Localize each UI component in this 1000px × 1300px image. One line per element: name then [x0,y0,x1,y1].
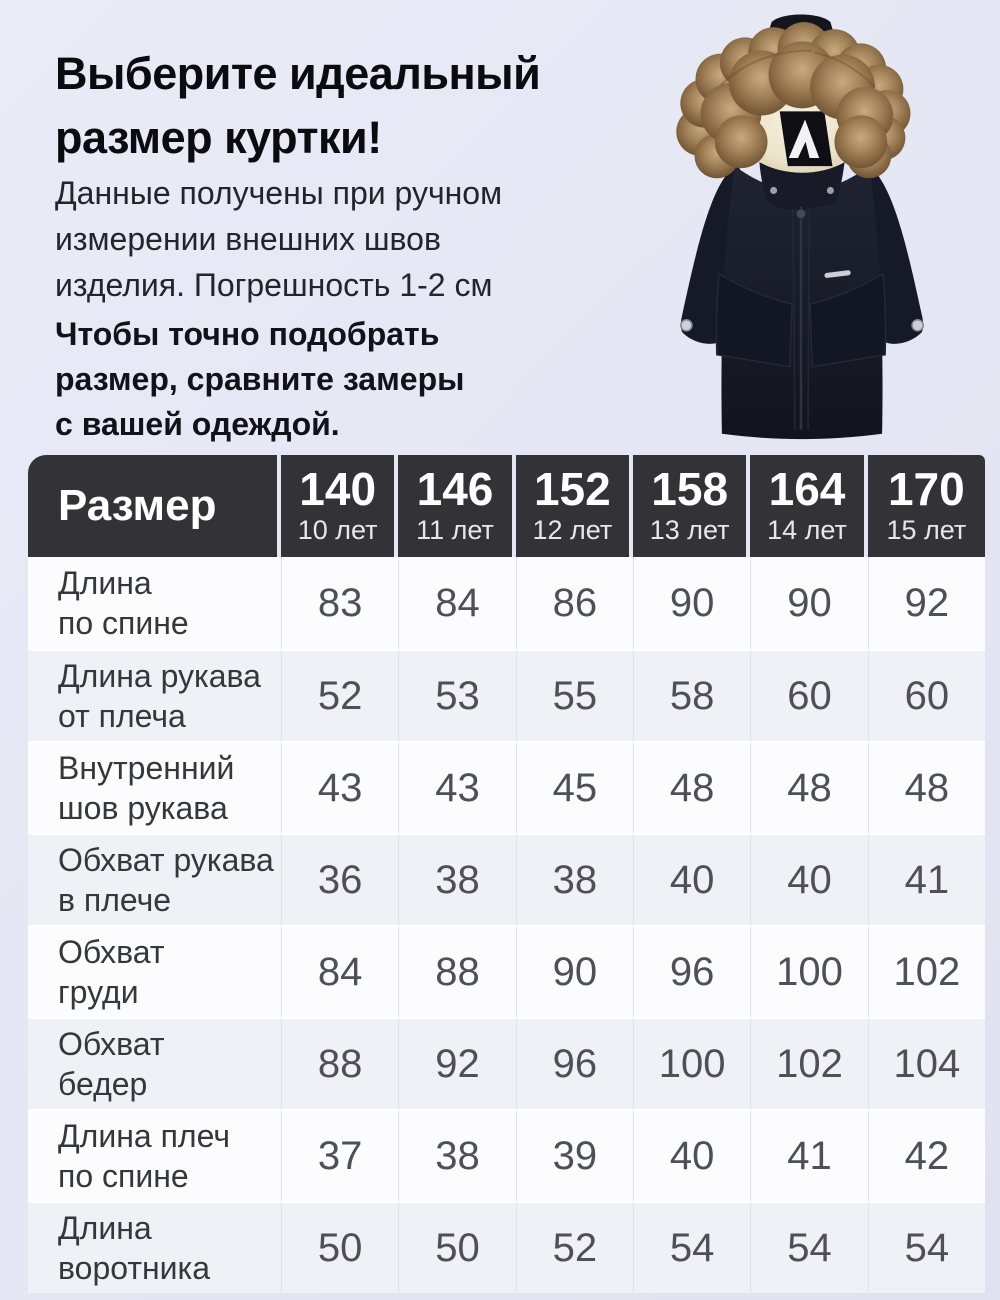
size-column-header-164 [750,455,867,557]
table-row [28,1109,985,1201]
size-value-cell: 54 [750,1203,867,1293]
size-column-header-152 [516,455,633,557]
size-value-cell: 39 [516,1111,633,1201]
size-number: 170 [887,463,965,516]
size-age: 11 лет [416,514,494,545]
measurement-note [55,170,502,308]
size-value-cell: 102 [750,1019,867,1109]
size-row-label [28,1019,281,1109]
size-row-label-line: Обхват [58,934,165,970]
size-value-cell: 45 [516,743,633,833]
size-value-cell: 38 [398,835,515,925]
size-value-cell: 84 [281,927,398,1017]
size-header-text: Размер [58,481,217,530]
advice-note [55,312,464,447]
size-value-cell: 88 [281,1019,398,1109]
size-row-label-line: воротника [58,1250,211,1286]
size-value-cell: 50 [398,1203,515,1293]
size-row-label-line: груди [58,974,139,1010]
size-row-label-line: Длина [58,1210,152,1246]
size-value-cell: 92 [868,557,985,649]
size-header-label [28,455,281,557]
collar-snap [770,187,777,194]
size-value-cell: 48 [868,743,985,833]
advice-note-line: с вашей одеждой. [55,406,340,442]
size-row-label [28,835,281,925]
size-value-cell: 42 [868,1111,985,1201]
size-value-cell: 52 [516,1203,633,1293]
size-value-cell: 104 [868,1019,985,1109]
size-row-label-line: Обхват [58,1026,165,1062]
size-value-cell: 38 [516,835,633,925]
size-value-cell: 102 [868,927,985,1017]
size-column-header-158 [633,455,750,557]
size-value-cell: 38 [398,1111,515,1201]
size-value-cell: 53 [398,651,515,741]
size-number: 140 [299,463,377,516]
size-value-cell: 84 [398,557,515,649]
table-row [28,1017,985,1109]
size-age: 10 лет [297,514,378,545]
cuff-snap-left [681,320,692,331]
measurement-note-line: Данные получены при ручном [55,175,503,211]
size-row-label [28,651,281,741]
parka-illustration [616,12,988,448]
size-value-cell: 43 [398,743,515,833]
size-age: 15 лет [886,514,967,545]
size-row-label-line: Обхват рукава [58,842,274,878]
size-value-cell: 36 [281,835,398,925]
table-row [28,557,985,649]
size-value-cell: 88 [398,927,515,1017]
advice-note-line: Чтобы точно подобрать [55,316,440,352]
table-row [28,925,985,1017]
size-age: 13 лет [649,514,730,545]
collar-snap [827,187,834,194]
size-column-header-146 [398,455,515,557]
size-value-cell: 60 [868,651,985,741]
size-value-cell: 83 [281,557,398,649]
size-value-cell: 96 [633,927,750,1017]
page-title-line: размер куртки! [55,112,382,163]
size-value-cell: 58 [633,651,750,741]
size-row-label-line: Длина [58,565,152,601]
size-row-label-line: от плеча [58,698,186,734]
size-row-label [28,1111,281,1201]
size-row-label-line: в плече [58,882,172,918]
size-value-cell: 54 [633,1203,750,1293]
size-value-cell: 92 [398,1019,515,1109]
page-title-line: Выберите идеальный [55,48,541,99]
size-value-cell: 90 [633,557,750,649]
size-number: 146 [416,463,494,516]
size-value-cell: 55 [516,651,633,741]
size-row-label-line: Длина рукава [58,658,261,694]
jacket-image [616,12,988,448]
size-number: 158 [651,463,729,516]
cuff-snap-right [912,320,923,331]
size-value-cell: 54 [868,1203,985,1293]
size-number: 164 [768,463,846,516]
size-value-cell: 100 [633,1019,750,1109]
table-row [28,1201,985,1293]
table-row [28,833,985,925]
size-value-cell: 41 [750,1111,867,1201]
size-row-label-line: по спине [58,605,189,641]
size-value-cell: 48 [750,743,867,833]
size-value-cell: 48 [633,743,750,833]
table-row [28,649,985,741]
size-age: 12 лет [532,514,613,545]
size-row-label [28,557,281,649]
size-value-cell: 41 [868,835,985,925]
size-value-cell: 37 [281,1111,398,1201]
size-row-label-line: бедер [58,1066,148,1102]
size-value-cell: 60 [750,651,867,741]
size-number: 152 [533,463,611,516]
size-value-cell: 40 [633,1111,750,1201]
size-age: 14 лет [767,514,847,545]
size-value-cell: 96 [516,1019,633,1109]
size-value-cell: 86 [516,557,633,649]
size-value-cell: 90 [516,927,633,1017]
measurement-note-line: измерении внешних швов [55,221,441,257]
size-column-header-140 [281,455,398,557]
size-table [28,455,985,1293]
table-row [28,741,985,833]
size-value-cell: 43 [281,743,398,833]
measurement-note-line: изделия. Погрешность 1-2 см [55,267,493,303]
size-value-cell: 40 [633,835,750,925]
size-row-label-line: Внутренний [58,750,235,786]
size-value-cell: 100 [750,927,867,1017]
size-row-label-line: шов рукава [58,790,228,826]
table-header-row [28,455,985,557]
chest-snap [796,209,805,218]
size-row-label [28,1203,281,1293]
size-row-label-line: по спине [58,1158,189,1194]
size-column-header-170 [868,455,985,557]
size-value-cell: 40 [750,835,867,925]
size-row-label [28,743,281,833]
size-row-label-line: Длина плеч [58,1118,230,1154]
advice-note-line: размер, сравните замеры [55,361,465,397]
size-row-label [28,927,281,1017]
size-value-cell: 52 [281,651,398,741]
size-value-cell: 50 [281,1203,398,1293]
size-value-cell: 90 [750,557,867,649]
page-title [55,42,540,170]
